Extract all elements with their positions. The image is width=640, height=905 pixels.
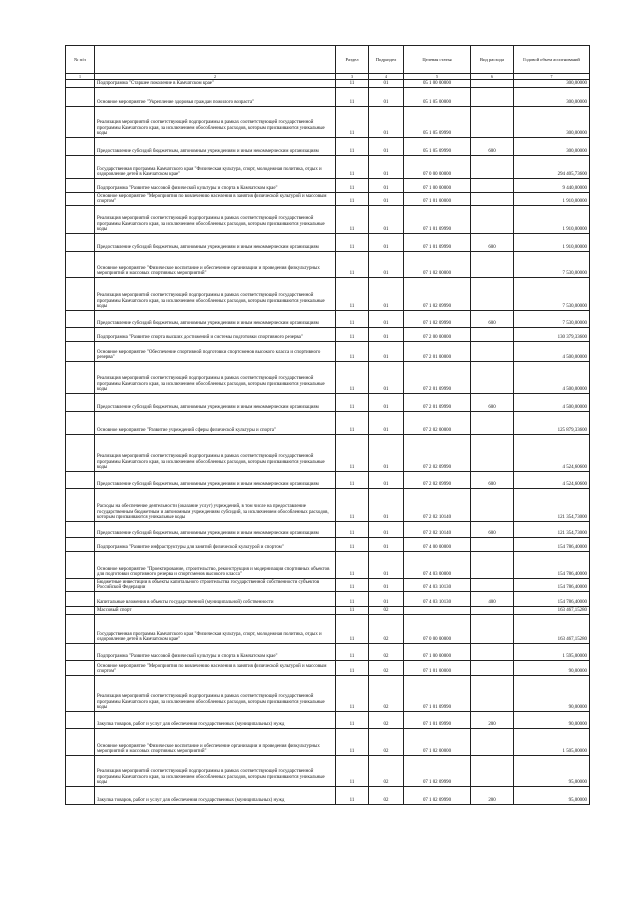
cell-target-article: 07 4 00 00000 — [404, 538, 471, 552]
cell-target-article: 07 1 01 00000 — [404, 661, 471, 676]
cell-razdel: 11 — [336, 138, 369, 156]
cell-razdel: 11 — [336, 435, 369, 472]
cell-target-article: 07 2 02 09990 — [404, 472, 471, 489]
cell-razdel: 11 — [336, 362, 369, 394]
cell-expense-type: 600 — [471, 522, 514, 538]
cell-name: Закупка товаров, работ и услуг для обеспечения государственных (муниципальных) нужд — [95, 712, 336, 729]
cell-podrazdel: 01 — [369, 107, 404, 138]
cell-amount: 95,00000 — [514, 756, 590, 787]
cell-num — [66, 234, 95, 252]
cell-podrazdel: 01 — [369, 362, 404, 394]
cell-target-article: 05 1 05 00000 — [404, 88, 471, 107]
table-row — [66, 787, 590, 805]
cell-target-article: 07 2 01 09990 — [404, 394, 471, 412]
header-annual-amount: Годовой объем ассигнований — [514, 46, 590, 74]
cell-expense-type — [471, 362, 514, 394]
cell-name: Основное мероприятие "Укрепление здоровья граждан пожилого возраста" — [95, 88, 336, 107]
cell-razdel: 11 — [336, 394, 369, 412]
table-row — [66, 252, 590, 278]
column-index: 5 — [404, 74, 471, 80]
cell-num — [66, 179, 95, 193]
cell-razdel: 11 — [336, 592, 369, 607]
cell-name: Предоставление субсидий бюджетным, автономным учреждениям и иным некоммерческим организациям — [95, 394, 336, 412]
budget-table — [65, 45, 590, 805]
cell-expense-type — [471, 412, 514, 435]
cell-target-article: 07 1 02 00000 — [404, 729, 471, 756]
cell-amount: 121 354,73000 — [514, 489, 590, 522]
cell-name: Подпрограмма "Старшее поколение в Камчатском крае" — [95, 80, 336, 88]
cell-amount: 294 405,73600 — [514, 156, 590, 179]
cell-podrazdel: 01 — [369, 88, 404, 107]
cell-expense-type — [471, 193, 514, 206]
table-row — [66, 522, 590, 538]
cell-num — [66, 412, 95, 435]
table-row — [66, 615, 590, 644]
cell-amount: 1 910,00000 — [514, 206, 590, 234]
cell-podrazdel: 01 — [369, 156, 404, 179]
cell-num — [66, 107, 95, 138]
cell-target-article: 07 1 01 09990 — [404, 206, 471, 234]
cell-expense-type — [471, 88, 514, 107]
cell-podrazdel: 01 — [369, 522, 404, 538]
cell-amount: 4 500,00000 — [514, 342, 590, 362]
table-row — [66, 342, 590, 362]
table-row — [66, 552, 590, 579]
cell-num — [66, 712, 95, 729]
cell-target-article: 07 1 01 09990 — [404, 234, 471, 252]
cell-razdel: 11 — [336, 615, 369, 644]
cell-amount: 154 786,40000 — [514, 592, 590, 607]
cell-razdel: 11 — [336, 661, 369, 676]
cell-expense-type — [471, 156, 514, 179]
table-row — [66, 311, 590, 328]
cell-target-article: 07 2 02 10140 — [404, 489, 471, 522]
cell-expense-type: 400 — [471, 592, 514, 607]
cell-target-article: 07 1 01 09990 — [404, 712, 471, 729]
cell-expense-type — [471, 552, 514, 579]
cell-num — [66, 394, 95, 412]
cell-amount: 300,00000 — [514, 138, 590, 156]
cell-num — [66, 729, 95, 756]
cell-amount: 90,00000 — [514, 712, 590, 729]
cell-name: Реализация мероприятий соответствующей подпрограммы в рамках соответствующей государственной программы Камчатского края, за исключением обособленных расходов, которым присваиваются уникальные коды — [95, 435, 336, 472]
cell-name: Реализация мероприятий соответствующей подпрограммы в рамках соответствующей государственной программы Камчатского края, за исключением обособленных расходов, которым присваиваются уникальные коды — [95, 676, 336, 712]
cell-target-article: 07 1 02 09990 — [404, 278, 471, 311]
cell-name: Реализация мероприятий соответствующей подпрограммы в рамках соответствующей государственной программы Камчатского края, за исключением обособленных расходов, которым присваиваются уникальные коды — [95, 206, 336, 234]
cell-razdel: 11 — [336, 234, 369, 252]
cell-target-article: 07 1 02 09990 — [404, 787, 471, 805]
cell-target-article: 07 4 03 00000 — [404, 552, 471, 579]
cell-expense-type — [471, 607, 514, 615]
cell-expense-type: 200 — [471, 712, 514, 729]
cell-num — [66, 787, 95, 805]
column-index: 2 — [95, 74, 336, 80]
cell-expense-type: 600 — [471, 472, 514, 489]
cell-amount: 163 467,15280 — [514, 607, 590, 615]
cell-amount: 130 379,33600 — [514, 328, 590, 342]
cell-razdel: 11 — [336, 607, 369, 615]
cell-razdel: 11 — [336, 193, 369, 206]
cell-podrazdel: 02 — [369, 712, 404, 729]
cell-amount: 1 595,00000 — [514, 644, 590, 661]
cell-num — [66, 311, 95, 328]
cell-num — [66, 661, 95, 676]
cell-podrazdel: 01 — [369, 394, 404, 412]
table-row — [66, 712, 590, 729]
cell-expense-type — [471, 328, 514, 342]
header-razdel: Раздел — [336, 46, 369, 74]
table-row — [66, 607, 590, 615]
cell-target-article: 07 1 02 09990 — [404, 311, 471, 328]
header-podrazdel: Подраздел — [369, 46, 404, 74]
table-row — [66, 676, 590, 712]
cell-target-article: 07 1 02 00000 — [404, 252, 471, 278]
cell-podrazdel: 02 — [369, 729, 404, 756]
cell-num — [66, 362, 95, 394]
cell-amount: 4 500,00000 — [514, 362, 590, 394]
cell-expense-type — [471, 80, 514, 88]
cell-amount: 7 530,00000 — [514, 252, 590, 278]
cell-name: Предоставление субсидий бюджетным, автономным учреждениям и иным некоммерческим организациям — [95, 472, 336, 489]
cell-name: Государственная программа Камчатского края "Физическая культура, спорт, молодежная политика, отдых и оздоровление детей в Камчатском крае" — [95, 615, 336, 644]
header-expense-type: Вид расхода — [471, 46, 514, 74]
table-row — [66, 538, 590, 552]
cell-name: Подпрограмма "Развитие спорта высших достижений и системы подготовки спортивного резерва" — [95, 328, 336, 342]
cell-razdel: 11 — [336, 522, 369, 538]
cell-razdel: 11 — [336, 412, 369, 435]
table-row — [66, 234, 590, 252]
cell-num — [66, 607, 95, 615]
cell-podrazdel: 01 — [369, 80, 404, 88]
cell-num — [66, 472, 95, 489]
cell-amount: 300,00000 — [514, 88, 590, 107]
table-row — [66, 394, 590, 412]
cell-num — [66, 756, 95, 787]
cell-amount: 154 786,40000 — [514, 552, 590, 579]
column-index: 4 — [369, 74, 404, 80]
cell-name: Предоставление субсидий бюджетным, автономным учреждениям и иным некоммерческим организациям — [95, 311, 336, 328]
cell-expense-type: 600 — [471, 394, 514, 412]
table-row — [66, 107, 590, 138]
cell-target-article: 07 2 00 00000 — [404, 328, 471, 342]
cell-target-article: 07 1 02 09990 — [404, 756, 471, 787]
cell-podrazdel: 02 — [369, 661, 404, 676]
cell-target-article: 07 1 00 00000 — [404, 179, 471, 193]
cell-razdel: 11 — [336, 328, 369, 342]
cell-amount: 125 879,33600 — [514, 412, 590, 435]
table-row — [66, 756, 590, 787]
cell-num — [66, 435, 95, 472]
cell-expense-type — [471, 538, 514, 552]
header-num: № п/п — [66, 46, 95, 74]
cell-podrazdel: 01 — [369, 138, 404, 156]
cell-num — [66, 489, 95, 522]
table-row — [66, 661, 590, 676]
cell-amount: 7 530,00000 — [514, 278, 590, 311]
cell-razdel: 11 — [336, 787, 369, 805]
cell-target-article: 05 1 05 09990 — [404, 107, 471, 138]
table-row — [66, 328, 590, 342]
cell-razdel: 11 — [336, 644, 369, 661]
cell-num — [66, 80, 95, 88]
cell-podrazdel: 01 — [369, 342, 404, 362]
cell-razdel: 11 — [336, 206, 369, 234]
cell-amount: 163 467,15280 — [514, 615, 590, 644]
cell-name: Предоставление субсидий бюджетным, автономным учреждениям и иным некоммерческим организациям — [95, 138, 336, 156]
cell-name: Закупка товаров, работ и услуг для обеспечения государственных (муниципальных) нужд — [95, 787, 336, 805]
table-row — [66, 435, 590, 472]
cell-podrazdel: 01 — [369, 489, 404, 522]
cell-razdel: 11 — [336, 579, 369, 592]
cell-name: Реализация мероприятий соответствующей подпрограммы в рамках соответствующей государственной программы Камчатского края, за исключением обособленных расходов, которым присваиваются уникальные коды — [95, 278, 336, 311]
cell-podrazdel: 01 — [369, 234, 404, 252]
header-target-article: Целевая статья — [404, 46, 471, 74]
cell-name: Предоставление субсидий бюджетным, автономным учреждениям и иным некоммерческим организациям — [95, 522, 336, 538]
cell-podrazdel: 02 — [369, 607, 404, 615]
table-row — [66, 729, 590, 756]
cell-num — [66, 252, 95, 278]
cell-amount: 90,00000 — [514, 676, 590, 712]
table-row — [66, 278, 590, 311]
cell-target-article: 07 4 03 10130 — [404, 592, 471, 607]
column-index: 6 — [471, 74, 514, 80]
table-row — [66, 80, 590, 88]
cell-target-article: 07 1 01 00000 — [404, 193, 471, 206]
cell-name: Основное мероприятие "Мероприятия по вовлечению населения в занятия физической культурой и массовым спортом" — [95, 661, 336, 676]
cell-target-article: 07 2 02 10140 — [404, 522, 471, 538]
cell-num — [66, 522, 95, 538]
cell-expense-type — [471, 342, 514, 362]
cell-target-article: 07 0 00 00000 — [404, 615, 471, 644]
cell-num — [66, 592, 95, 607]
table-row — [66, 179, 590, 193]
cell-amount: 4 524,60600 — [514, 435, 590, 472]
cell-podrazdel: 01 — [369, 412, 404, 435]
cell-target-article: 05 1 05 09990 — [404, 138, 471, 156]
cell-name: Предоставление субсидий бюджетным, автономным учреждениям и иным некоммерческим организациям — [95, 234, 336, 252]
cell-name: Реализация мероприятий соответствующей подпрограммы в рамках соответствующей государственной программы Камчатского края, за исключением обособленных расходов, которым присваиваются уникальные коды — [95, 107, 336, 138]
cell-expense-type — [471, 661, 514, 676]
cell-name: Государственная программа Камчатского края "Физическая культура, спорт, молодежная политика, отдых и оздоровление детей в Камчатском крае" — [95, 156, 336, 179]
cell-target-article: 07 1 00 00000 — [404, 644, 471, 661]
cell-expense-type — [471, 278, 514, 311]
cell-razdel: 11 — [336, 712, 369, 729]
cell-name: Бюджетные инвестиции в объекты капитального строительства государственной собственности субъектов Российской Федерации — [95, 579, 336, 592]
cell-amount: 1 505,00000 — [514, 729, 590, 756]
cell-num — [66, 644, 95, 661]
cell-name: Основное мероприятие "Проектирование, строительство, реконструкция и модернизация спортивных объектов для подготовки спортивного резерва и спортсменов высокого класса" — [95, 552, 336, 579]
cell-podrazdel: 01 — [369, 435, 404, 472]
cell-name: Массовый спорт — [95, 607, 336, 615]
cell-amount: 7 530,00000 — [514, 311, 590, 328]
cell-razdel: 11 — [336, 278, 369, 311]
cell-razdel: 11 — [336, 676, 369, 712]
column-index: 7 — [514, 74, 590, 80]
cell-name: Основное мероприятие "Физическое воспитание и обеспечение организации и проведения физкультурных мероприятий и массовых спортивных мероприятий" — [95, 729, 336, 756]
cell-expense-type — [471, 729, 514, 756]
cell-podrazdel: 02 — [369, 756, 404, 787]
cell-expense-type — [471, 676, 514, 712]
cell-razdel: 11 — [336, 156, 369, 179]
cell-amount: 154 786,40000 — [514, 538, 590, 552]
cell-expense-type — [471, 435, 514, 472]
cell-name: Расходы на обеспечение деятельности (оказание услуг) учреждений, в том числе на предоставление государственным бюджетным и автономным учреждениям субсидий, за исключением обособленных расходов, которым присваиваются уникальные коды — [95, 489, 336, 522]
cell-podrazdel: 02 — [369, 615, 404, 644]
cell-num — [66, 579, 95, 592]
table-row — [66, 88, 590, 107]
cell-podrazdel: 01 — [369, 311, 404, 328]
cell-amount: 4 500,00000 — [514, 394, 590, 412]
cell-num — [66, 88, 95, 107]
cell-num — [66, 538, 95, 552]
cell-expense-type — [471, 644, 514, 661]
table-row — [66, 156, 590, 179]
column-index: 1 — [66, 74, 95, 80]
cell-expense-type — [471, 206, 514, 234]
cell-podrazdel: 02 — [369, 787, 404, 805]
cell-expense-type — [471, 107, 514, 138]
cell-razdel: 11 — [336, 252, 369, 278]
cell-target-article: 07 0 00 00000 — [404, 156, 471, 179]
budget-table-page — [65, 45, 589, 805]
cell-razdel: 11 — [336, 80, 369, 88]
cell-podrazdel: 01 — [369, 472, 404, 489]
table-row — [66, 206, 590, 234]
cell-num — [66, 156, 95, 179]
cell-amount: 1 910,00000 — [514, 193, 590, 206]
cell-expense-type: 600 — [471, 311, 514, 328]
cell-podrazdel: 01 — [369, 179, 404, 193]
cell-target-article: 07 2 02 00000 — [404, 412, 471, 435]
cell-num — [66, 342, 95, 362]
cell-amount: 1 910,00000 — [514, 234, 590, 252]
cell-target-article: 07 4 03 10130 — [404, 579, 471, 592]
cell-podrazdel: 01 — [369, 328, 404, 342]
cell-razdel: 11 — [336, 311, 369, 328]
cell-name: Подпрограмма "Развитие массовой физической культуры и спорта в Камчатском крае" — [95, 179, 336, 193]
table-row — [66, 592, 590, 607]
cell-amount: 300,00000 — [514, 107, 590, 138]
cell-name: Реализация мероприятий соответствующей подпрограммы в рамках соответствующей государственной программы Камчатского края, за исключением обособленных расходов, которым присваиваются уникальные коды — [95, 756, 336, 787]
table-row — [66, 579, 590, 592]
table-body — [66, 80, 590, 805]
cell-target-article: 07 1 01 09990 — [404, 676, 471, 712]
cell-expense-type: 200 — [471, 787, 514, 805]
header-row — [66, 46, 590, 74]
cell-amount: 300,00000 — [514, 80, 590, 88]
cell-target-article: 05 1 00 00000 — [404, 80, 471, 88]
cell-amount: 154 786,40000 — [514, 579, 590, 592]
cell-target-article: 07 2 02 09990 — [404, 435, 471, 472]
cell-num — [66, 138, 95, 156]
cell-expense-type — [471, 252, 514, 278]
header-name — [95, 46, 336, 74]
cell-podrazdel: 01 — [369, 193, 404, 206]
cell-amount: 4 524,60600 — [514, 472, 590, 489]
cell-amount: 121 354,73000 — [514, 522, 590, 538]
table-row — [66, 644, 590, 661]
cell-podrazdel: 01 — [369, 579, 404, 592]
cell-podrazdel: 01 — [369, 552, 404, 579]
cell-num — [66, 615, 95, 644]
cell-razdel: 11 — [336, 107, 369, 138]
table-row — [66, 412, 590, 435]
table-row — [66, 362, 590, 394]
cell-razdel: 11 — [336, 179, 369, 193]
cell-podrazdel: 01 — [369, 592, 404, 607]
cell-target-article: 07 2 01 00000 — [404, 342, 471, 362]
cell-razdel: 11 — [336, 538, 369, 552]
cell-podrazdel: 01 — [369, 252, 404, 278]
cell-name: Основное мероприятие "Физическое воспитание и обеспечение организации и проведения физкультурных мероприятий и массовых спортивных мероприятий" — [95, 252, 336, 278]
cell-podrazdel: 01 — [369, 538, 404, 552]
cell-razdel: 11 — [336, 729, 369, 756]
cell-name: Основное мероприятие "Мероприятия по вовлечению населения в занятия физической культурой и массовым спортом" — [95, 193, 336, 206]
cell-razdel: 11 — [336, 756, 369, 787]
cell-num — [66, 552, 95, 579]
cell-name: Капитальные вложения в объекты государственной (муниципальной) собственности — [95, 592, 336, 607]
cell-num — [66, 193, 95, 206]
table-row — [66, 489, 590, 522]
column-index: 3 — [336, 74, 369, 80]
cell-expense-type — [471, 579, 514, 592]
cell-podrazdel: 01 — [369, 206, 404, 234]
cell-razdel: 11 — [336, 552, 369, 579]
cell-expense-type — [471, 615, 514, 644]
cell-num — [66, 676, 95, 712]
table-row — [66, 193, 590, 206]
cell-podrazdel: 02 — [369, 676, 404, 712]
cell-expense-type: 600 — [471, 234, 514, 252]
cell-name: Основное мероприятие "Развитие учреждений сферы физической культуры и спорта" — [95, 412, 336, 435]
cell-razdel: 11 — [336, 342, 369, 362]
cell-podrazdel: 02 — [369, 644, 404, 661]
cell-razdel: 11 — [336, 88, 369, 107]
cell-amount: 95,00000 — [514, 787, 590, 805]
cell-expense-type: 600 — [471, 138, 514, 156]
cell-name: Реализация мероприятий соответствующей подпрограммы в рамках соответствующей государственной программы Камчатского края, за исключением обособленных расходов, которым присваиваются уникальные коды — [95, 362, 336, 394]
cell-target-article: 07 2 01 09990 — [404, 362, 471, 394]
cell-num — [66, 278, 95, 311]
cell-expense-type — [471, 489, 514, 522]
cell-name: Подпрограмма "Развитие инфраструктуры для занятий физической культурой и спортом" — [95, 538, 336, 552]
cell-name: Основное мероприятие "Обеспечение спортивной подготовки спортсменов высокого класса и спортивного резерва" — [95, 342, 336, 362]
cell-podrazdel: 01 — [369, 278, 404, 311]
cell-razdel: 11 — [336, 489, 369, 522]
cell-target-article — [404, 607, 471, 615]
cell-name: Подпрограмма "Развитие массовой физической культуры и спорта в Камчатском крае" — [95, 644, 336, 661]
table-row — [66, 472, 590, 489]
cell-amount: 90,00000 — [514, 661, 590, 676]
cell-expense-type — [471, 756, 514, 787]
cell-expense-type — [471, 179, 514, 193]
cell-razdel: 11 — [336, 472, 369, 489]
cell-num — [66, 206, 95, 234]
cell-num — [66, 328, 95, 342]
table-row — [66, 138, 590, 156]
cell-amount: 9 440,00000 — [514, 179, 590, 193]
